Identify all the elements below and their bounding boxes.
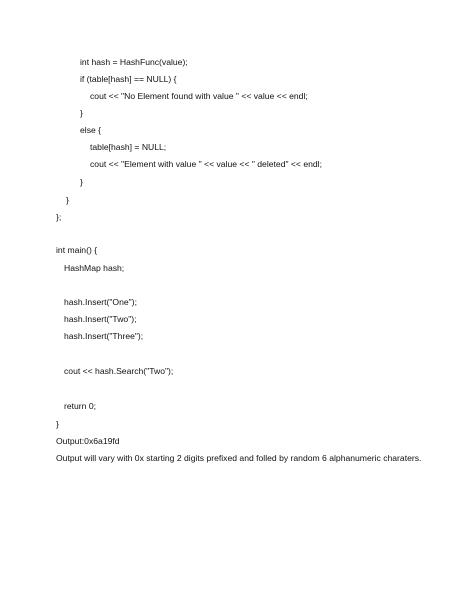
output-line: Output:0x6a19fd [56,436,120,446]
code-line: return 0; [64,401,97,411]
code-line: hash.Insert("One"); [64,297,137,307]
code-line: cout << "No Element found with value " << value << endl; [90,91,308,101]
code-line: hash.Insert("Two"); [64,314,137,324]
code-line: cout << "Element with value " << value << " deleted" << endl; [90,159,322,169]
code-line: }; [56,212,62,222]
note-line: Output will vary with 0x starting 2 digits prefixed and folled by random 6 alphanumeric charaters. [56,453,422,463]
code-line: int hash = HashFunc(value); [80,57,188,67]
code-line: else { [80,125,102,135]
code-line: hash.Insert("Three"); [64,331,144,341]
code-line: int main() { [56,245,98,255]
code-line: cout << hash.Search("Two"); [64,366,174,376]
code-line: } [80,108,83,118]
code-line: HashMap hash; [64,263,125,273]
code-line: } [66,195,69,205]
code-line: } [80,177,83,187]
code-line: if (table[hash] == NULL) { [80,74,177,84]
code-line: table[hash] = NULL; [90,142,167,152]
code-line: } [56,419,59,429]
